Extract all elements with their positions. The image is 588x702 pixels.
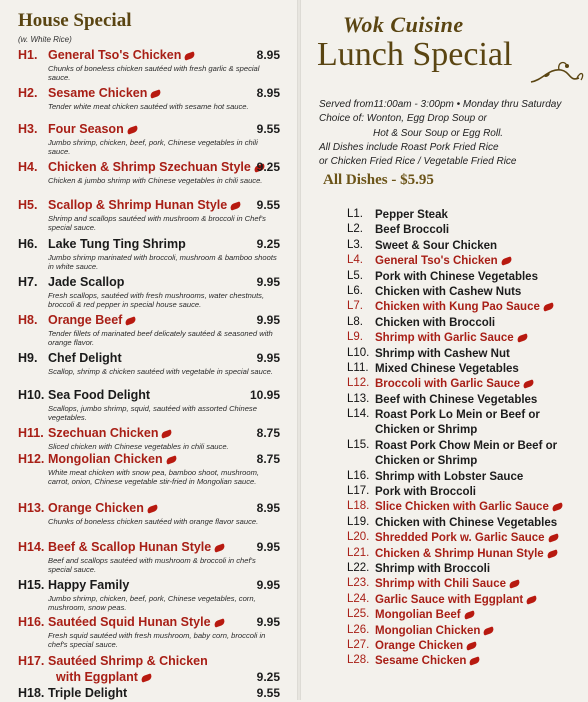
- item-name: [375, 223, 587, 238]
- house-special-item: [18, 48, 280, 82]
- lunch-special-item: [347, 285, 587, 300]
- item-name-text: Jade Scallop: [48, 275, 125, 289]
- item-name: [48, 351, 122, 365]
- item-price: 8.95: [256, 86, 280, 100]
- item-code: L19.: [347, 515, 370, 528]
- item-row: [18, 122, 280, 138]
- house-special-item: [18, 388, 280, 422]
- item-name: [48, 388, 150, 402]
- item-name-text: General Tso's Chicken: [375, 255, 498, 268]
- spicy-pepper-icon: [230, 201, 242, 210]
- item-name-text: Roast Pork Chow Mein or Beef or Chicken or Shrimp: [375, 439, 558, 468]
- item-name: [48, 198, 241, 212]
- item-code: H11.: [18, 426, 44, 440]
- item-code: L1.: [347, 208, 363, 220]
- house-special-item: [18, 578, 280, 612]
- item-name-text: Slice Chicken with Garlic Sauce: [375, 501, 549, 514]
- item-price: 9.95: [256, 313, 280, 327]
- served-line: or Chicken Fried Rice / Vegetable Fried Rice: [319, 156, 517, 168]
- served-line: Hot & Sour Soup or Egg Roll.: [373, 127, 504, 139]
- house-special-item: [18, 313, 280, 347]
- spicy-pepper-icon: [126, 125, 138, 134]
- item-price: 9.25: [256, 160, 280, 174]
- item-row: [18, 670, 280, 686]
- item-name-text: Orange Chicken: [48, 501, 144, 515]
- spicy-pepper-icon: [469, 657, 481, 666]
- house-special-item: [18, 86, 280, 111]
- served-info: [319, 98, 587, 169]
- item-name-text: Pork with Broccoli: [375, 486, 476, 499]
- item-code: H8.: [18, 313, 38, 327]
- lunch-special-item: [347, 223, 587, 238]
- item-name: [375, 393, 587, 408]
- house-special-item: [18, 160, 280, 185]
- spicy-pepper-icon: [508, 580, 520, 589]
- item-row: [18, 351, 280, 367]
- item-code: L7.: [347, 300, 363, 313]
- item-name: [375, 408, 587, 439]
- item-name: [375, 300, 587, 315]
- item-name-text: Pork with Chinese Vegetables: [375, 270, 538, 283]
- served-line: Choice of: Wonton, Egg Drop Soup or: [319, 113, 487, 125]
- item-description: Fresh squid sautéed with fresh mushroom, baby corn, broccoli in chef's special sauce.: [48, 631, 266, 649]
- item-code: L23.: [347, 577, 370, 590]
- item-name: [375, 624, 587, 639]
- item-row: [18, 452, 280, 468]
- item-code: H12.: [18, 452, 45, 466]
- item-price: 10.95: [249, 388, 280, 402]
- item-name-text: Mongolian Beef: [375, 609, 461, 622]
- item-row: [18, 48, 280, 64]
- item-name: [48, 654, 208, 668]
- item-name: [375, 608, 587, 623]
- item-name-text: Chicken with Chinese Vegetables: [375, 516, 558, 529]
- spicy-pepper-icon: [522, 380, 534, 389]
- item-description: Jumbo shrimp marinated with broccoli, mushroom & bamboo shoots in white sauce.: [48, 253, 277, 271]
- lunch-special-item: [347, 500, 587, 515]
- house-special-item: [18, 275, 280, 309]
- item-code: H9.: [18, 351, 38, 365]
- item-name-text: Chicken with Cashew Nuts: [375, 285, 522, 298]
- lunch-special-item: [347, 593, 587, 608]
- spicy-pepper-icon: [125, 316, 137, 325]
- item-code: L13.: [347, 392, 370, 405]
- item-code: L6.: [347, 284, 363, 297]
- item-code: L25.: [347, 608, 370, 621]
- spicy-pepper-icon: [161, 429, 173, 438]
- item-code: L15.: [347, 438, 370, 451]
- item-name: [48, 275, 124, 289]
- lunch-special-item: [347, 239, 587, 254]
- served-line: All Dishes include Roast Pork Fried Rice: [319, 141, 499, 153]
- item-name-text: Lake Tung Ting Shrimp: [48, 237, 186, 251]
- lunch-special-item: [347, 377, 587, 392]
- item-name-text: with Eggplant: [56, 670, 138, 684]
- item-name-text: Shrimp with Chili Sauce: [375, 578, 506, 591]
- item-row: [18, 388, 280, 404]
- item-name: [48, 540, 225, 554]
- item-code: H18.: [18, 686, 45, 700]
- item-price: 9.95: [256, 578, 280, 592]
- item-code: H15.: [18, 578, 45, 592]
- item-name-text: Chicken & Shrimp Hunan Style: [375, 547, 544, 560]
- item-name-text: Scallop & Shrimp Hunan Style: [48, 198, 228, 212]
- item-name: [375, 362, 587, 377]
- item-code: L2.: [347, 223, 363, 236]
- item-name: [375, 654, 587, 669]
- item-row: [18, 198, 280, 214]
- lunch-special-list: [347, 208, 587, 670]
- spicy-pepper-icon: [214, 543, 226, 552]
- item-price: 9.55: [256, 122, 280, 136]
- item-name-text: Happy Family: [48, 578, 130, 592]
- item-name-text: Sautéed Shrimp & Chicken: [48, 654, 208, 668]
- item-name: [48, 48, 195, 62]
- item-description: Chunks of boneless chicken sautéed with orange flavor sauce.: [48, 517, 259, 526]
- item-description: Chicken & jumbo shrimp with Chinese vegetables in chili sauce.: [48, 176, 263, 185]
- item-description: Tender white meat chicken sautéed with sesame hot sauce.: [48, 102, 249, 111]
- lunch-special-item: [347, 608, 587, 623]
- item-price: 9.55: [256, 198, 280, 212]
- spicy-pepper-icon: [466, 641, 478, 650]
- item-name: [375, 316, 587, 331]
- house-special-item: [18, 237, 280, 271]
- lunch-special-item: [347, 347, 587, 362]
- item-code: L16.: [347, 469, 370, 482]
- item-name: [48, 426, 172, 440]
- lunch-special-item: [347, 408, 587, 439]
- item-name: [48, 686, 127, 700]
- item-name-text: Shrimp with Lobster Sauce: [375, 470, 524, 483]
- item-code: L20.: [347, 531, 370, 544]
- item-name: [375, 500, 587, 515]
- item-code: L17.: [347, 485, 370, 498]
- item-code: H10.: [18, 388, 45, 402]
- item-name: [375, 470, 587, 485]
- spicy-pepper-icon: [551, 503, 563, 512]
- spicy-pepper-icon: [547, 534, 559, 543]
- item-row: [18, 654, 280, 670]
- item-code: L18.: [347, 500, 370, 513]
- item-code: L10.: [347, 346, 370, 359]
- house-special-item: [18, 122, 280, 156]
- item-price: 9.55: [256, 686, 280, 700]
- item-price: 9.95: [256, 351, 280, 365]
- item-code: L9.: [347, 331, 363, 344]
- house-special-panel: [0, 0, 294, 700]
- item-name: [48, 160, 265, 174]
- item-row: [18, 275, 280, 291]
- item-row: [18, 426, 280, 442]
- spicy-pepper-icon: [546, 549, 558, 558]
- item-name-text: Garlic Sauce with Eggplant: [375, 593, 524, 606]
- house-special-item: [18, 452, 280, 486]
- spicy-pepper-icon: [184, 51, 196, 60]
- item-code: H13.: [18, 501, 45, 515]
- item-name-text: Mixed Chinese Vegetables: [375, 362, 519, 375]
- item-code: L11.: [347, 361, 369, 374]
- item-name-text: Mongolian Chicken: [375, 624, 481, 637]
- item-row: [18, 615, 280, 631]
- item-name: [48, 501, 158, 515]
- item-name-text: Sesame Chicken: [48, 86, 148, 100]
- item-name: [375, 377, 587, 392]
- item-name-text: Chicken with Broccoli: [375, 316, 496, 329]
- item-row: [18, 313, 280, 329]
- house-special-subtitle: (w. White Rice): [18, 35, 72, 44]
- item-code: H7.: [18, 275, 38, 289]
- lunch-special-item: [347, 331, 587, 346]
- item-code: H14.: [18, 540, 45, 554]
- house-special-item: [18, 501, 280, 526]
- lunch-special-item: [347, 531, 587, 546]
- item-price: 8.95: [256, 501, 280, 515]
- lunch-special-item: [347, 485, 587, 500]
- item-name: [375, 285, 587, 300]
- item-price: 9.25: [256, 237, 280, 251]
- item-name: [375, 639, 587, 654]
- item-code: L26.: [347, 623, 370, 636]
- item-row: [18, 578, 280, 594]
- house-special-item: [18, 426, 280, 451]
- item-name: [48, 237, 186, 251]
- item-name-text: Sautéed Squid Hunan Style: [48, 615, 211, 629]
- item-name-text: General Tso's Chicken: [48, 48, 182, 62]
- spicy-pepper-icon: [500, 256, 512, 265]
- item-code: H5.: [18, 198, 38, 212]
- spicy-pepper-icon: [213, 618, 225, 627]
- item-price: 8.95: [256, 48, 280, 62]
- item-price: 8.75: [256, 452, 280, 466]
- item-name: [375, 208, 587, 223]
- item-code: L12.: [347, 377, 370, 390]
- spicy-pepper-icon: [140, 673, 152, 682]
- spicy-pepper-icon: [516, 333, 528, 342]
- item-code: L8.: [347, 315, 363, 328]
- item-name-text: Sesame Chicken: [375, 655, 467, 668]
- item-code: L28.: [347, 654, 370, 667]
- item-code: L22.: [347, 562, 370, 575]
- item-row: [18, 237, 280, 253]
- item-code: H4.: [18, 160, 38, 174]
- item-code: L5.: [347, 269, 363, 282]
- item-description: Scallops, jumbo shrimp, squid, sautéed with assorted Chinese vegetables.: [48, 404, 257, 422]
- item-description: Jumbo shrimp, chicken, beef, pork, Chinese vegetables in chili sauce.: [48, 138, 258, 156]
- item-code: H3.: [18, 122, 38, 136]
- lunch-special-item: [347, 470, 587, 485]
- item-name: [375, 593, 587, 608]
- lunch-special-item: [347, 254, 587, 269]
- item-name-text: Beef with Chinese Vegetables: [375, 393, 538, 406]
- lunch-special-panel: [301, 0, 588, 700]
- item-name-text: Chicken & Shrimp Szechuan Style: [48, 160, 251, 174]
- item-name: [48, 313, 136, 327]
- item-name: [375, 516, 587, 531]
- item-name: [48, 578, 129, 592]
- item-name-text: Orange Chicken: [375, 639, 464, 652]
- item-name-text: Pepper Steak: [375, 209, 448, 221]
- lunch-special-item: [347, 577, 587, 592]
- item-price: 9.95: [256, 275, 280, 289]
- item-row: [18, 540, 280, 556]
- item-name-text: Chef Delight: [48, 351, 122, 365]
- house-special-item: [18, 654, 280, 686]
- item-name: [375, 239, 587, 254]
- all-dishes-price: All Dishes - $5.95: [323, 172, 434, 188]
- lunch-special-item: [347, 316, 587, 331]
- item-code: L14.: [347, 408, 370, 421]
- item-description: Jumbo shrimp, chicken, beef, pork, Chinese vegetables, corn, mushroom, snow peas.: [48, 594, 256, 612]
- lunch-special-item: [347, 362, 587, 377]
- item-name-text: Triple Delight: [48, 686, 128, 700]
- item-name-text: Broccoli with Garlic Sauce: [375, 378, 521, 391]
- item-name-text: Beef Broccoli: [375, 224, 450, 237]
- item-price: 9.25: [256, 670, 280, 684]
- brand-name: Wok Cuisine: [343, 12, 464, 37]
- served-line: Served from11:00am - 3:00pm • Monday thru Saturday: [319, 99, 562, 110]
- spicy-pepper-icon: [150, 89, 162, 98]
- item-name-text: Orange Beef: [48, 313, 123, 327]
- lunch-special-item: [347, 639, 587, 654]
- item-row: [18, 160, 280, 176]
- item-name-text: Shredded Pork w. Garlic Sauce: [375, 532, 545, 545]
- house-special-item: [18, 615, 280, 649]
- spicy-pepper-icon: [165, 455, 177, 464]
- item-code: L24.: [347, 592, 370, 605]
- item-name-text: Sweet & Sour Chicken: [375, 239, 498, 252]
- lunch-special-item: [347, 270, 587, 285]
- item-code: H6.: [18, 237, 38, 251]
- house-special-item: [18, 351, 280, 376]
- item-name-text: Sea Food Delight: [48, 388, 151, 402]
- lunch-special-item: [347, 547, 587, 562]
- item-price: 9.95: [256, 540, 280, 554]
- item-description: Shrimp and scallops sautéed with mushroom & broccoli in Chef's special sauce.: [48, 214, 266, 232]
- item-code: L21.: [347, 546, 370, 559]
- house-special-title: House Special: [18, 10, 132, 31]
- item-name: [375, 485, 587, 500]
- item-description: Beef and scallops sautéed with mushroom & broccoli in chef's special sauce.: [48, 556, 256, 574]
- lunch-special-item: [347, 393, 587, 408]
- lunch-special-item: [347, 439, 587, 470]
- spicy-pepper-icon: [483, 626, 495, 635]
- item-code: H2.: [18, 86, 38, 100]
- item-code: H1.: [18, 48, 38, 62]
- item-name: [48, 122, 138, 136]
- spicy-pepper-icon: [526, 595, 538, 604]
- spicy-pepper-icon: [542, 303, 554, 312]
- spicy-pepper-icon: [146, 504, 158, 513]
- lunch-special-title: Lunch Special: [317, 36, 513, 73]
- house-special-item: [18, 198, 280, 232]
- item-name-text: Chicken with Kung Pao Sauce: [375, 301, 540, 314]
- item-name: [375, 577, 587, 592]
- item-name-text: Szechuan Chicken: [48, 426, 159, 440]
- item-name: [375, 254, 587, 269]
- item-name: [375, 439, 587, 470]
- item-name-text: Shrimp with Cashew Nut: [375, 347, 510, 360]
- item-row: [18, 501, 280, 517]
- lunch-special-item: [347, 654, 587, 669]
- item-name-text: Shrimp with Garlic Sauce: [375, 332, 514, 345]
- house-special-item: [18, 540, 280, 574]
- item-name: [375, 270, 587, 285]
- item-description: Fresh scallops, sautéed with fresh mushrooms, water chestnuts, broccoli & red pepper in special house sauce.: [48, 291, 265, 309]
- item-name-text: Shrimp with Broccoli: [375, 563, 491, 576]
- spicy-pepper-icon: [463, 610, 475, 619]
- item-description: Chunks of boneless chicken sautéed with fresh garlic & special sauce.: [48, 64, 260, 82]
- item-code: H16.: [18, 615, 45, 629]
- lunch-special-item: [347, 300, 587, 315]
- item-row: [18, 86, 280, 102]
- item-name-line2: [56, 670, 152, 684]
- item-price: 9.95: [256, 615, 280, 629]
- lunch-special-item: [347, 516, 587, 531]
- item-name-text: Roast Pork Lo Mein or Beef or Chicken or Shrimp: [375, 409, 540, 437]
- item-name: [48, 615, 225, 629]
- item-name-text: Beef & Scallop Hunan Style: [48, 540, 212, 554]
- item-code: L4.: [347, 254, 363, 267]
- item-description: Scallop, shrimp & chicken sautéed with vegetable in special sauce.: [48, 367, 273, 376]
- lunch-special-item: [347, 562, 587, 577]
- item-name-text: Four Season: [48, 122, 124, 136]
- lunch-special-item: [347, 208, 587, 223]
- item-name: [375, 547, 587, 562]
- ornament-swirl-icon: [529, 58, 585, 88]
- item-price: 8.75: [256, 426, 280, 440]
- item-name: [375, 347, 587, 362]
- lunch-special-item: [347, 624, 587, 639]
- item-name: [375, 562, 587, 577]
- item-code: L3.: [347, 238, 363, 251]
- item-name-text: Mongolian Chicken: [48, 452, 163, 466]
- item-name: [375, 531, 587, 546]
- item-name: [48, 452, 177, 466]
- item-name: [48, 86, 161, 100]
- item-description: White meat chicken with snow pea, bamboo shoot, mushroom, carrot, onion, Chinese vegetable stir-fried in Mongolian sauce.: [48, 468, 260, 486]
- item-name: [375, 331, 587, 346]
- item-code: L27.: [347, 638, 370, 651]
- item-code: H17.: [18, 654, 45, 668]
- item-description: Sliced chicken with Chinese vegetables in chili sauce.: [48, 442, 229, 451]
- item-description: Tender fillets of marinated beef delicately sautéed & seasoned with orange flavor.: [48, 329, 273, 347]
